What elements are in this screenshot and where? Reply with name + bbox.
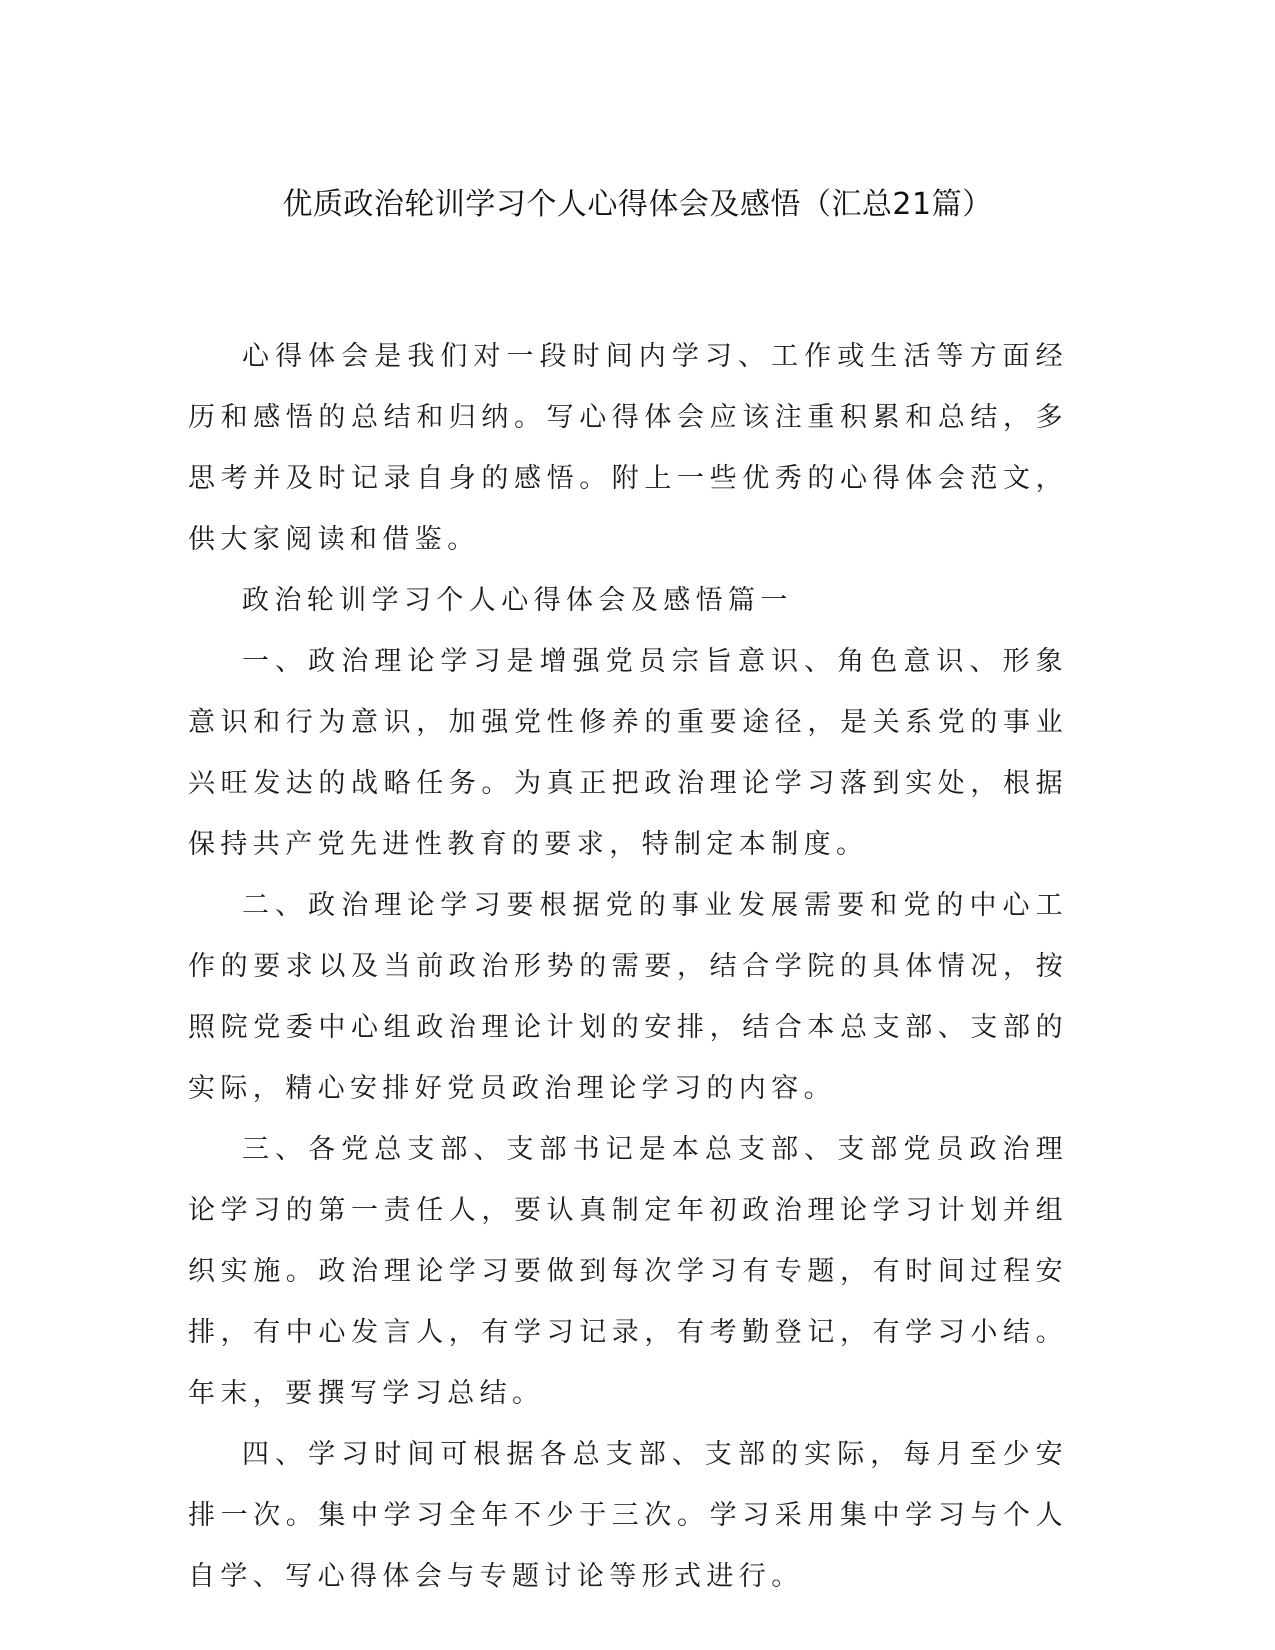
paragraph-2: 二、政治理论学习要根据党的事业发展需要和党的中心工作的要求以及当前政治形势的需要，结合学院的具体情况，按照院党委中心组政治理论计划的安排，结合本总支部、支部的实际，精心安排好党员政治理论学习的内容。 (188, 890, 1068, 1104)
intro-paragraph: 心得体会是我们对一段时间内学习、工作或生活等方面经历和感悟的总结和归纳。写心得体会应该注重积累和总结，多思考并及时记录自身的感悟。附上一些优秀的心得体会范文，供大家阅读和借鉴。 (188, 341, 1068, 555)
paragraph-4: 四、学习时间可根据各总支部、支部的实际，每月至少安排一次。集中学习全年不少于三次。学习采用集中学习与个人自学、写心得体会与专题讨论等形式进行。 (188, 1439, 1068, 1592)
paragraph-1: 一、政治理论学习是增强党员宗旨意识、角色意识、形象意识和行为意识，加强党性修养的重要途径，是关系党的事业兴旺发达的战略任务。为真正把政治理论学习落到实处，根据保持共产党先进性教育的要求，特制定本制度。 (188, 646, 1068, 860)
paragraph-3: 三、各党总支部、支部书记是本总支部、支部党员政治理论学习的第一责任人，要认真制定年初政治理论学习计划并组织实施。政治理论学习要做到每次学习有专题，有时间过程安排，有中心发言人，有学习记录，有考勤登记，有学习小结。年末，要撰写学习总结。 (188, 1134, 1068, 1409)
document-title: 优质政治轮训学习个人心得体会及感悟（汇总21篇） (282, 187, 993, 222)
document-body (188, 326, 1068, 1607)
section-heading: 政治轮训学习个人心得体会及感悟篇一 (242, 585, 793, 616)
